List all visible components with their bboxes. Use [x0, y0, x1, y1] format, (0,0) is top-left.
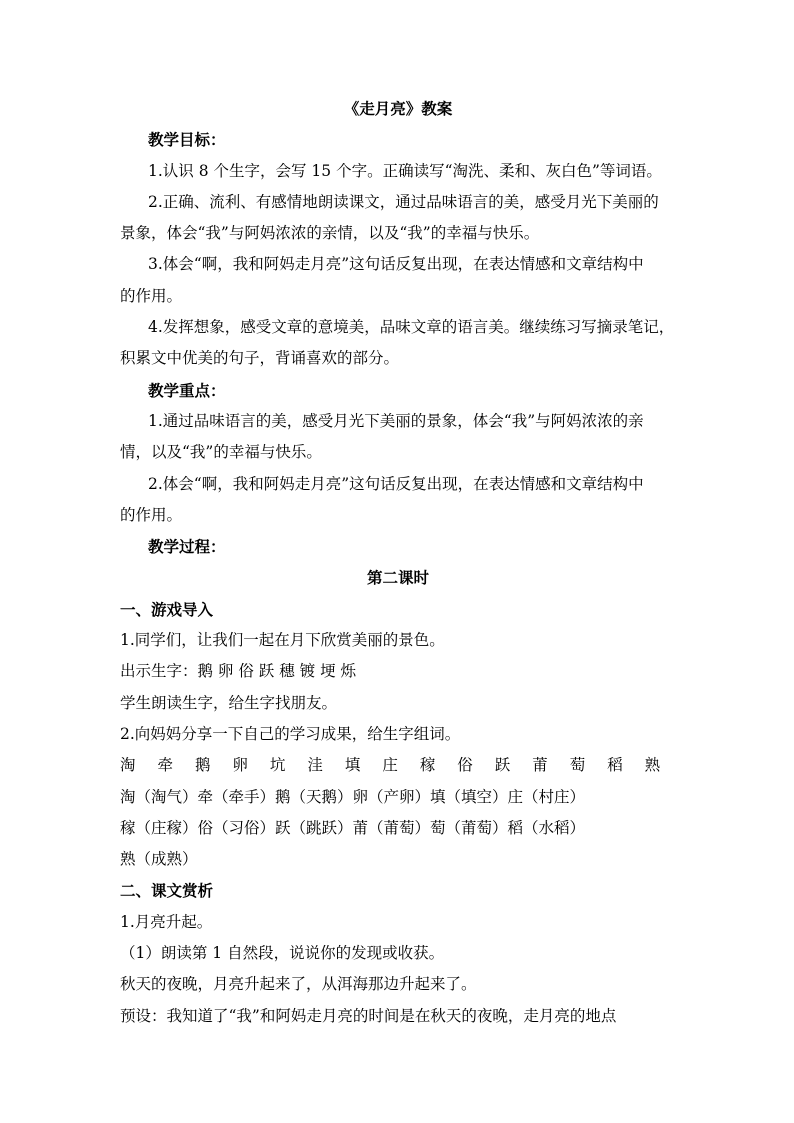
text-line: 的作用。 — [120, 286, 183, 305]
document-title: 《走月亮》教案 — [343, 99, 453, 118]
text-line: 二、课文赏析 — [120, 881, 214, 901]
text-line: 教学目标： — [148, 130, 226, 150]
text-line: 教学重点： — [148, 380, 226, 400]
text-line: 教学过程： — [148, 537, 226, 557]
text-line: 情，以及“我”的幸福与快乐。 — [120, 443, 322, 462]
text-line: 2.正确、流利、有感情地朗读课文，通过品味语言的美，感受月光下美丽的 — [148, 192, 659, 211]
text-line: 学生朗读生字，给生字找朋友。 — [120, 693, 338, 712]
text-line: 1.认识 8 个生字，会写 15 个字。正确读写“淘洗、柔和、灰白色”等词语。 — [148, 161, 662, 180]
text-line: 积累文中优美的句子，背诵喜欢的部分。 — [120, 349, 400, 368]
text-line: 出示生字：鹅 卵 俗 跃 穗 镀 埂 烁 — [120, 662, 356, 681]
text-line: 1.同学们，让我们一起在月下欣赏美丽的景色。 — [120, 631, 445, 650]
text-line: 的作用。 — [120, 505, 183, 524]
text-line: 3.体会“啊，我和阿妈走月亮”这句话反复出现，在表达情感和文章结构中 — [148, 255, 644, 274]
text-line: 1.通过品味语言的美，感受月光下美丽的景象，体会“我”与阿妈浓浓的亲 — [148, 411, 644, 430]
text-line: 一、游戏导入 — [120, 599, 214, 619]
document-body — [120, 93, 676, 1032]
text-line: 2.向妈妈分享一下自己的学习成果，给生字组词。 — [120, 724, 461, 743]
text-line: 淘（淘气）牵（牵手）鹅（天鹅）卵（产卵）填（填空）庄（村庄） — [120, 787, 586, 806]
text-line: 4.发挥想象，感受文章的意境美，品味文章的语言美。继续练习写摘录笔记， — [148, 318, 675, 337]
document-lines — [120, 124, 676, 1032]
text-line: 秋天的夜晚，月亮升起来了，从洱海那边升起来了。 — [120, 975, 477, 994]
text-line: 2.体会“啊，我和阿妈走月亮”这句话反复出现，在表达情感和文章结构中 — [148, 474, 644, 493]
text-line: （1）朗读第 1 自然段，说说你的发现或收获。 — [120, 944, 445, 963]
text-line: 熟（成熟） — [120, 850, 198, 869]
text-line: 预设：我知道了“我”和阿妈走月亮的时间是在秋天的夜晚，走月亮的地点 — [120, 1006, 617, 1025]
text-line: 第二课时 — [366, 568, 429, 588]
text-line: 淘 牵 鹅 卵 坑 洼 填 庄 稼 俗 跃 莆 萄 稻 熟 — [120, 756, 669, 775]
text-line: 稼（庄稼）俗（习俗）跃（跳跃）莆（莆萄）萄（莆萄）稻（水稻） — [120, 818, 586, 837]
text-line: 景象，体会“我”与阿妈浓浓的亲情，以及“我”的幸福与快乐。 — [120, 224, 540, 243]
text-line: 1.月亮升起。 — [120, 912, 213, 931]
